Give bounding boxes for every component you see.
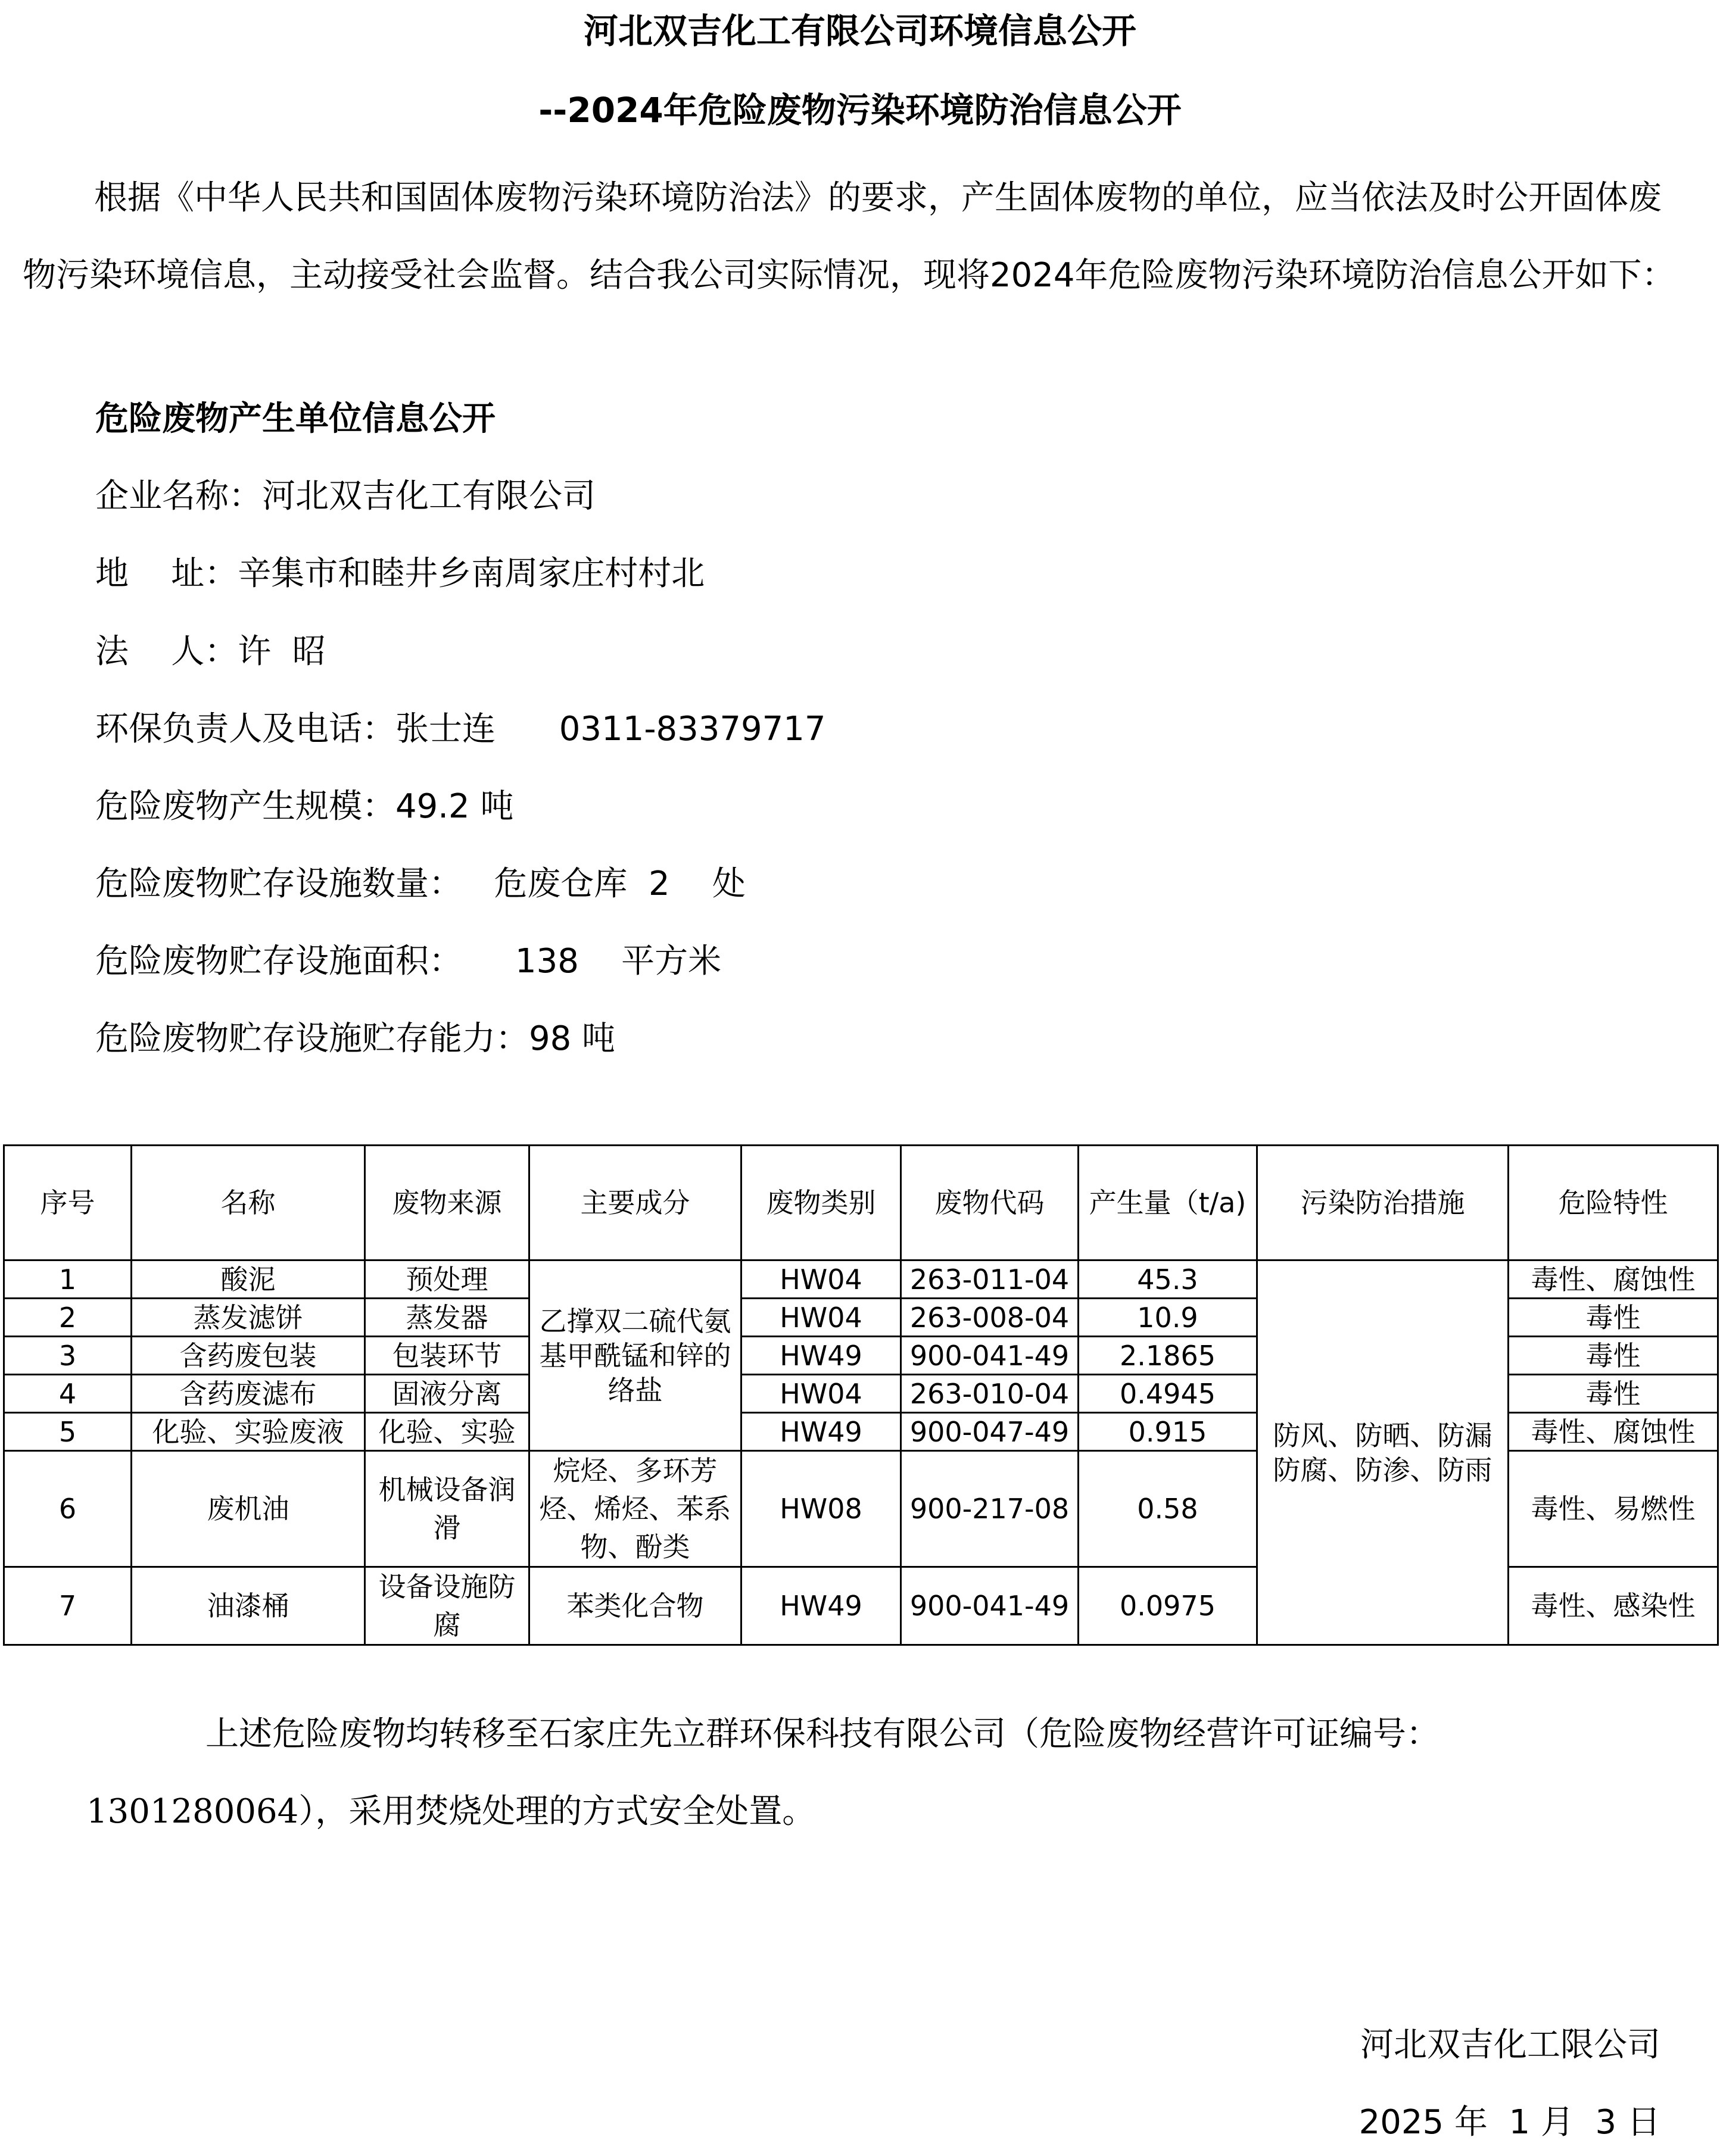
company-name: 企业名称：河北双吉化工有限公司 bbox=[95, 477, 596, 516]
waste-category: HW04 bbox=[741, 1260, 901, 1299]
waste-amount: 45.3 bbox=[1079, 1260, 1257, 1299]
waste-code: 263-008-04 bbox=[901, 1299, 1079, 1337]
hazard-property: 毒性、易燃性 bbox=[1509, 1451, 1718, 1567]
header-cell: 主要成分 bbox=[529, 1146, 741, 1260]
waste-name: 油漆桶 bbox=[132, 1567, 365, 1645]
waste-amount: 0.0975 bbox=[1079, 1567, 1257, 1645]
row-number: 1 bbox=[4, 1260, 132, 1299]
disposal-paragraph: 上述危险废物均转移至石家庄先立群环保科技有限公司（危险废物经营许可证编号：1301280064），采用焚烧处理的方式安全处置。 bbox=[86, 1715, 1439, 1831]
waste-category: HW49 bbox=[741, 1567, 901, 1645]
waste-name: 含药废滤布 bbox=[132, 1375, 365, 1413]
waste-amount: 10.9 bbox=[1079, 1299, 1257, 1337]
waste-amount: 0.4945 bbox=[1079, 1375, 1257, 1413]
waste-category: HW49 bbox=[741, 1413, 901, 1451]
waste-source: 化验、实验 bbox=[365, 1413, 529, 1451]
waste-source: 设备设施防腐 bbox=[365, 1567, 529, 1645]
waste-code: 900-217-08 bbox=[901, 1451, 1079, 1567]
header-cell: 危险特性 bbox=[1509, 1146, 1718, 1260]
environment-contact: 环保负责人及电话：张士连 0311-83379717 bbox=[95, 710, 826, 748]
waste-name: 化验、实验废液 bbox=[132, 1413, 365, 1451]
waste-source: 固液分离 bbox=[365, 1375, 529, 1413]
waste-category: HW04 bbox=[741, 1375, 901, 1413]
shared-main-component: 乙撑双二硫代氨基甲酰锰和锌的络盐 bbox=[529, 1260, 741, 1451]
row-number: 2 bbox=[4, 1299, 132, 1337]
hazard-property: 毒性 bbox=[1509, 1299, 1718, 1337]
waste-code: 263-011-04 bbox=[901, 1260, 1079, 1299]
table-row bbox=[4, 1260, 1718, 1299]
storage-capacity: 危险废物贮存设施贮存能力：98 吨 bbox=[95, 1019, 616, 1058]
document-title: 河北双吉化工有限公司环境信息公开 bbox=[583, 11, 1136, 51]
waste-amount: 0.58 bbox=[1079, 1451, 1257, 1567]
header-cell: 废物类别 bbox=[741, 1146, 901, 1260]
hazard-property: 毒性 bbox=[1509, 1375, 1718, 1413]
row-number: 4 bbox=[4, 1375, 132, 1413]
waste-name: 废机油 bbox=[132, 1451, 365, 1567]
intro-paragraph: 根据《中华人民共和国固体废物污染环境防治法》的要求，产生固体废物的单位，应当依法及时公开固体废物污染环境信息，主动接受社会监督。结合我公司实际情况，现将2024年危险废物污染环境防治信息公开如下： bbox=[23, 179, 1675, 295]
row-number: 5 bbox=[4, 1413, 132, 1451]
document-subtitle: --2024年危险废物污染环境防治信息公开 bbox=[538, 90, 1182, 130]
waste-code: 900-041-49 bbox=[901, 1337, 1079, 1375]
waste-scale: 危险废物产生规模：49.2 吨 bbox=[95, 787, 514, 826]
header-cell: 污染防治措施 bbox=[1257, 1146, 1509, 1260]
waste-name: 蒸发滤饼 bbox=[132, 1299, 365, 1337]
shared-pollution-measures: 防风、防晒、防漏防腐、防渗、防雨 bbox=[1257, 1260, 1509, 1645]
header-cell: 产生量（t/a) bbox=[1079, 1146, 1257, 1260]
waste-amount: 2.1865 bbox=[1079, 1337, 1257, 1375]
waste-name: 酸泥 bbox=[132, 1260, 365, 1299]
hazard-property: 毒性 bbox=[1509, 1337, 1718, 1375]
storage-facility-count: 危险废物贮存设施数量： 危废仓库 2 处 bbox=[95, 865, 746, 903]
company-address: 地 址：辛集市和睦井乡南周家庄村村北 bbox=[95, 554, 705, 593]
header-cell: 废物代码 bbox=[901, 1146, 1079, 1260]
waste-category: HW04 bbox=[741, 1299, 901, 1337]
hazard-property: 毒性、感染性 bbox=[1509, 1567, 1718, 1645]
header-cell: 名称 bbox=[132, 1146, 365, 1260]
table-header-row bbox=[4, 1146, 1718, 1260]
waste-amount: 0.915 bbox=[1079, 1413, 1257, 1451]
hazardous-waste-table bbox=[3, 1144, 1719, 1646]
hazard-property: 毒性、腐蚀性 bbox=[1509, 1413, 1718, 1451]
waste-code: 900-047-49 bbox=[901, 1413, 1079, 1451]
hazard-property: 毒性、腐蚀性 bbox=[1509, 1260, 1718, 1299]
waste-source: 机械设备润滑 bbox=[365, 1451, 529, 1567]
waste-source: 预处理 bbox=[365, 1260, 529, 1299]
row-number: 7 bbox=[4, 1567, 132, 1645]
waste-source: 包装环节 bbox=[365, 1337, 529, 1375]
signature-company: 河北双吉化工限公司 bbox=[1360, 2026, 1660, 2064]
header-cell: 序号 bbox=[4, 1146, 132, 1260]
row-number: 3 bbox=[4, 1337, 132, 1375]
header-cell: 废物来源 bbox=[365, 1146, 529, 1260]
unit-info-heading: 危险废物产生单位信息公开 bbox=[95, 400, 496, 438]
waste-code: 263-010-04 bbox=[901, 1375, 1079, 1413]
waste-source: 蒸发器 bbox=[365, 1299, 529, 1337]
waste-name: 含药废包装 bbox=[132, 1337, 365, 1375]
signature-date: 2025 年 1 月 3 日 bbox=[1358, 2103, 1660, 2142]
row-number: 6 bbox=[4, 1451, 132, 1567]
main-component: 烷烃、多环芳烃、烯烃、苯系物、酚类 bbox=[529, 1451, 741, 1567]
waste-category: HW08 bbox=[741, 1451, 901, 1567]
waste-category: HW49 bbox=[741, 1337, 901, 1375]
waste-code: 900-041-49 bbox=[901, 1567, 1079, 1645]
legal-person: 法 人：许 昭 bbox=[95, 632, 326, 671]
storage-facility-area: 危险废物贮存设施面积： 138 平方米 bbox=[95, 942, 722, 981]
main-component: 苯类化合物 bbox=[529, 1567, 741, 1645]
